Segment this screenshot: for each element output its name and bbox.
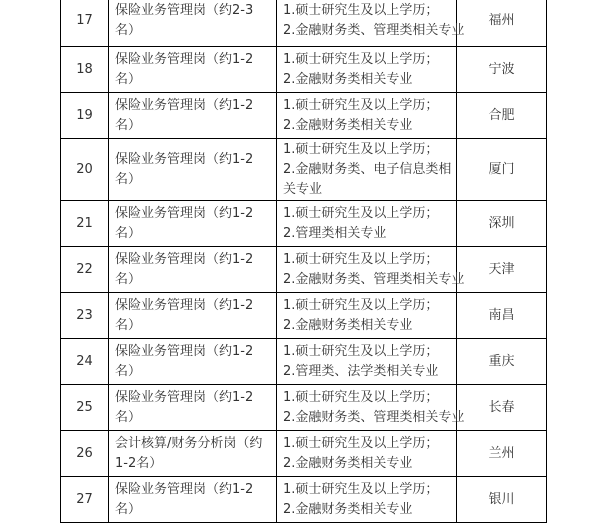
requirement-degree: 1.硕士研究生及以上学历； (283, 389, 439, 405)
position-name: 保险业务管理岗（约1-2名） (109, 201, 277, 247)
position-name: 会计核算/财务分析岗（约1-2名） (109, 431, 277, 477)
requirements (277, 93, 457, 139)
requirement-degree: 1.硕士研究生及以上学历； (283, 205, 439, 221)
requirement-degree: 1.硕士研究生及以上学历； (283, 435, 439, 451)
requirement-degree: 1.硕士研究生及以上学历； (283, 251, 439, 267)
row-number: 27 (61, 477, 109, 523)
row-number: 25 (61, 385, 109, 431)
recruitment-table (60, 0, 547, 523)
requirement-major: 2.金融财务类相关专业 (283, 117, 413, 133)
position-name: 保险业务管理岗（约1-2名） (109, 339, 277, 385)
requirements (277, 385, 465, 431)
position-name: 保险业务管理岗（约1-2名） (109, 477, 277, 523)
position-name: 保险业务管理岗（约1-2名） (109, 139, 277, 201)
requirement-degree: 1.硕士研究生及以上学历； (283, 297, 439, 313)
table-row (61, 431, 547, 477)
requirement-major: 2.金融财务类、管理类相关专业 (283, 271, 465, 287)
table-row (61, 385, 547, 431)
requirement-major: 2.金融财务类、管理类相关专业 (283, 22, 465, 38)
requirement-degree: 1.硕士研究生及以上学历； (283, 343, 439, 359)
city: 深圳 (457, 201, 547, 247)
row-number: 19 (61, 93, 109, 139)
requirement-major: 2.金融财务类相关专业 (283, 455, 413, 471)
row-number: 26 (61, 431, 109, 477)
city: 银川 (457, 477, 547, 523)
requirement-major: 2.管理类相关专业 (283, 225, 387, 241)
table-row (61, 247, 547, 293)
requirements (277, 47, 457, 93)
city: 福州 (457, 0, 547, 47)
requirement-degree: 1.硕士研究生及以上学历； (283, 51, 439, 67)
requirement-major: 2.金融财务类、电子信息类相关专业 (283, 161, 452, 197)
row-number: 22 (61, 247, 109, 293)
requirements (277, 339, 457, 385)
table-row (61, 139, 547, 201)
table-row (61, 201, 547, 247)
requirements (277, 431, 457, 477)
city: 重庆 (457, 339, 547, 385)
row-number: 18 (61, 47, 109, 93)
requirements (277, 139, 457, 201)
city: 宁波 (457, 47, 547, 93)
requirement-major: 2.金融财务类、管理类相关专业 (283, 409, 465, 425)
row-number: 21 (61, 201, 109, 247)
position-name: 保险业务管理岗（约2-3名） (109, 0, 277, 47)
position-name: 保险业务管理岗（约1-2名） (109, 385, 277, 431)
requirement-degree: 1.硕士研究生及以上学历； (283, 481, 439, 497)
requirement-major: 2.金融财务类相关专业 (283, 501, 413, 517)
requirement-degree: 1.硕士研究生及以上学历； (283, 2, 439, 18)
requirements (277, 201, 457, 247)
position-name: 保险业务管理岗（约1-2名） (109, 93, 277, 139)
requirements (277, 0, 465, 47)
row-number: 23 (61, 293, 109, 339)
position-name: 保险业务管理岗（约1-2名） (109, 293, 277, 339)
table-row (61, 477, 547, 523)
row-number: 24 (61, 339, 109, 385)
requirement-degree: 1.硕士研究生及以上学历； (283, 141, 439, 157)
requirement-degree: 1.硕士研究生及以上学历； (283, 97, 439, 113)
city: 合肥 (457, 93, 547, 139)
requirement-major: 2.金融财务类相关专业 (283, 71, 413, 87)
city: 兰州 (457, 431, 547, 477)
table-row (61, 93, 547, 139)
requirement-major: 2.管理类、法学类相关专业 (283, 363, 439, 379)
requirements (277, 477, 457, 523)
requirements (277, 247, 465, 293)
position-name: 保险业务管理岗（约1-2名） (109, 47, 277, 93)
row-number: 17 (61, 0, 109, 47)
city: 长春 (457, 385, 547, 431)
position-name: 保险业务管理岗（约1-2名） (109, 247, 277, 293)
city: 厦门 (457, 139, 547, 201)
requirements (277, 293, 457, 339)
requirement-major: 2.金融财务类相关专业 (283, 317, 413, 333)
row-number: 20 (61, 139, 109, 201)
city: 天津 (457, 247, 547, 293)
city: 南昌 (457, 293, 547, 339)
table-row (61, 47, 547, 93)
table-row (61, 293, 547, 339)
table-row (61, 0, 547, 47)
table-row (61, 339, 547, 385)
